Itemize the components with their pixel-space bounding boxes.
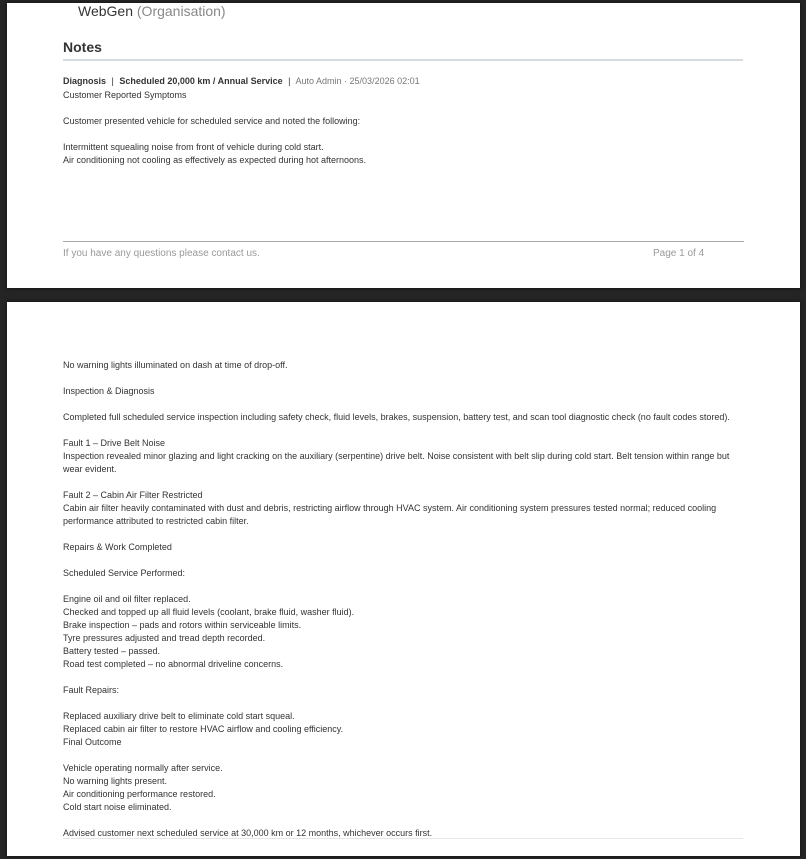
- note-line: Inspection revealed minor glazing and light cracking on the auxiliary (serpentine) drive belt. Noise consistent with belt slip during cold start. Belt tension within range but wear evident.: [63, 451, 730, 474]
- work-item: Replaced cabin air filter to restore HVAC airflow and cooling efficiency.: [63, 724, 344, 734]
- outcome-item: Vehicle operating normally after service.: [63, 763, 223, 773]
- notes-end-divider: [63, 838, 743, 839]
- note-line: [63, 128, 748, 141]
- organisation-header: [78, 3, 226, 19]
- note-job: Scheduled 20,000 km / Annual Service: [119, 76, 283, 86]
- work-item: Replaced auxiliary drive belt to eliminate cold start squeal.: [63, 711, 295, 721]
- page-number: Page 1 of 4: [653, 248, 705, 259]
- note-line: [63, 814, 748, 827]
- note-line: [63, 580, 748, 593]
- work-item: Brake inspection – pads and rotors within serviceable limits.: [63, 620, 302, 630]
- organisation-suffix: (Organisation): [136, 3, 226, 19]
- meta-separator: |: [288, 76, 291, 86]
- note-line: [63, 372, 748, 385]
- note-line: [63, 102, 748, 115]
- work-item: Engine oil and oil filter replaced.: [63, 594, 191, 604]
- note-line: Intermittent squealing noise from front of vehicle during cold start.: [63, 142, 324, 152]
- notes-heading: Notes: [63, 39, 102, 55]
- section-heading: Final Outcome: [63, 737, 122, 747]
- meta-separator: |: [111, 76, 114, 86]
- outcome-item: Air conditioning performance restored.: [63, 789, 216, 799]
- note-line: No warning lights illuminated on dash at time of drop-off.: [63, 360, 288, 370]
- section-heading: Repairs & Work Completed: [63, 542, 172, 552]
- note-line: [63, 749, 748, 762]
- work-item: Road test completed – no abnormal driveline concerns.: [63, 659, 284, 669]
- subsection-heading: Scheduled Service Performed:: [63, 568, 186, 578]
- footer-divider: [63, 241, 744, 242]
- footer-contact-text: If you have any questions please contact us.: [63, 248, 260, 259]
- note-category: Diagnosis: [63, 76, 107, 86]
- note-body-page-2: [63, 359, 748, 840]
- work-item: Battery tested – passed.: [63, 646, 161, 656]
- note-line: [63, 528, 748, 541]
- note-line: Customer presented vehicle for scheduled service and noted the following:: [63, 116, 361, 126]
- organisation-name: WebGen: [78, 3, 133, 19]
- note-author-timestamp: Auto Admin · 25/03/2026 02:01: [295, 76, 420, 86]
- note-line: Customer Reported Symptoms: [63, 90, 187, 100]
- note-meta-line: [63, 76, 420, 86]
- note-line: [63, 697, 748, 710]
- note-line: Air conditioning not cooling as effectively as expected during hot afternoons.: [63, 155, 367, 165]
- note-line: [63, 476, 748, 489]
- note-line: [63, 671, 748, 684]
- advice-line: Advised customer next scheduled service at 30,000 km or 12 months, whichever occurs first.: [63, 828, 433, 838]
- note-line: [63, 398, 748, 411]
- note-line: Cabin air filter heavily contaminated with dust and debris, restricting airflow through HVAC system. Air conditioning system pressures tested normal; reduced cooling performance attributed to restricted cabin filter.: [63, 503, 717, 526]
- notes-divider: [63, 59, 743, 61]
- work-item: Tyre pressures adjusted and tread depth recorded.: [63, 633, 266, 643]
- document-page-1: [7, 3, 800, 288]
- note-line: [63, 554, 748, 567]
- note-body-page-1: [63, 89, 748, 167]
- outcome-item: No warning lights present.: [63, 776, 168, 786]
- work-item: Checked and topped up all fluid levels (coolant, brake fluid, washer fluid).: [63, 607, 355, 617]
- fault-heading: Fault 1 – Drive Belt Noise: [63, 438, 166, 448]
- note-line: [63, 424, 748, 437]
- document-page-2: [7, 302, 800, 856]
- section-heading: Inspection & Diagnosis: [63, 386, 155, 396]
- subsection-heading: Fault Repairs:: [63, 685, 120, 695]
- note-line: Completed full scheduled service inspection including safety check, fluid levels, brakes, suspension, battery test, and scan tool diagnostic check (no fault codes stored).: [63, 412, 730, 422]
- fault-heading: Fault 2 – Cabin Air Filter Restricted: [63, 490, 203, 500]
- outcome-item: Cold start noise eliminated.: [63, 802, 172, 812]
